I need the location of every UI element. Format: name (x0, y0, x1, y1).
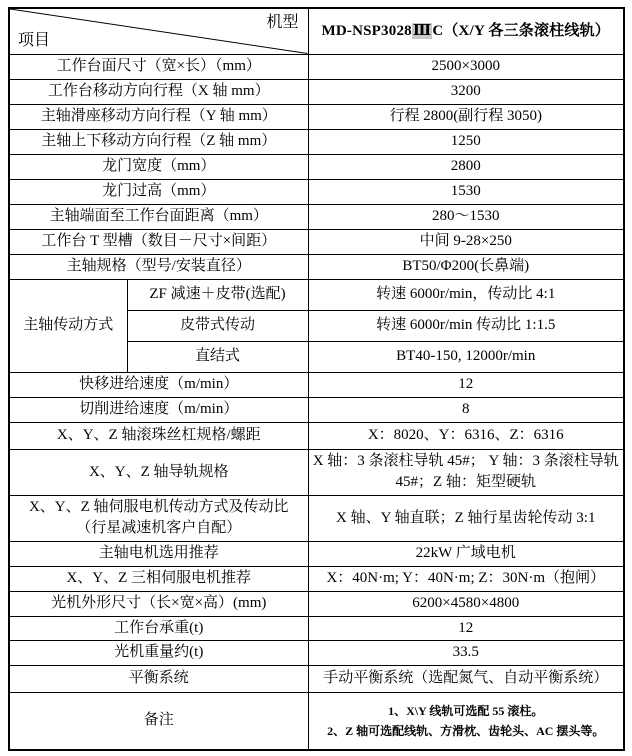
row-label-line: （行星减速机客户自配） (76, 520, 242, 536)
header-row (9, 8, 624, 54)
row-label: 工作台面尺寸（宽×长）（mm） (9, 54, 308, 79)
model-suffix: C（X/Y 各三条滚柱线轨） (432, 22, 610, 39)
remark-row (9, 692, 624, 750)
table-row (9, 566, 624, 591)
table-row (9, 665, 624, 692)
table-row (9, 229, 624, 254)
row-label: X、Y、Z 轴导轨规格 (9, 449, 308, 495)
remark-value (308, 692, 624, 750)
row-label: 平衡系统 (9, 665, 308, 692)
model-cell (308, 8, 624, 54)
row-label: 工作台移动方向行程（X 轴 mm） (9, 79, 308, 104)
table-row (9, 129, 624, 154)
table-row (9, 179, 624, 204)
diagonal-line (10, 9, 308, 54)
spec-table (8, 7, 625, 751)
table-row (9, 541, 624, 566)
row-value: 2500×3000 (308, 54, 624, 79)
remark-label: 备注 (9, 692, 308, 750)
table-row (9, 640, 624, 665)
table-row (9, 495, 624, 541)
row-sublabel: 皮带式传动 (127, 310, 308, 341)
row-value: 手动平衡系统（选配氮气、自动平衡系统） (308, 665, 624, 692)
table-row (9, 204, 624, 229)
row-value: X：40N·m; Y：40N·m; Z：30N·m（抱闸） (308, 566, 624, 591)
row-label: 光机外形尺寸（长×宽×高）(mm) (9, 591, 308, 616)
row-label: 主轴电机选用推荐 (9, 541, 308, 566)
row-label-line: X、Y、Z 轴伺服电机传动方式及传动比 (28, 499, 289, 515)
row-value: BT40-150, 12000r/min (308, 341, 624, 372)
row-label: 主轴上下移动方向行程（Z 轴 mm） (9, 129, 308, 154)
row-sublabel: 直结式 (127, 341, 308, 372)
row-value: 转速 6000r/min，传动比 4:1 (308, 279, 624, 310)
row-label: 主轴规格（型号/安装直径） (9, 254, 308, 279)
row-value: X 轴：3 条滚柱导轨 45#； Y 轴：3 条滚柱导轨 45#；Z 轴：矩型硬轨 (308, 449, 624, 495)
row-sublabel: ZF 减速＋皮带(选配) (127, 279, 308, 310)
table-row (9, 616, 624, 640)
row-value: 1250 (308, 129, 624, 154)
table-row (9, 54, 624, 79)
row-value: 8 (308, 397, 624, 422)
row-label: 快移进给速度（m/min） (9, 372, 308, 397)
row-value: X：8020、Y：6316、Z：6316 (308, 422, 624, 449)
row-label (9, 495, 308, 541)
row-label: 工作台承重(t) (9, 616, 308, 640)
row-label: X、Y、Z 三相伺服电机推荐 (9, 566, 308, 591)
row-value: 中间 9-28×250 (308, 229, 624, 254)
table-row (9, 79, 624, 104)
row-value: 2800 (308, 154, 624, 179)
row-label: 主轴滑座移动方向行程（Y 轴 mm） (9, 104, 308, 129)
row-value: 22kW 广域电机 (308, 541, 624, 566)
spindle-drive-group-label: 主轴传动方式 (9, 279, 127, 372)
row-value: BT50/Φ200(长鼻端) (308, 254, 624, 279)
row-value: 280～1530 (308, 204, 624, 229)
row-label: 龙门过高（mm） (9, 179, 308, 204)
row-label: 主轴端面至工作台面距离（mm） (9, 204, 308, 229)
table-row (9, 449, 624, 495)
table-row (9, 397, 624, 422)
table-row (9, 372, 624, 397)
row-label: X、Y、Z 轴滚珠丝杠规格/螺距 (9, 422, 308, 449)
row-value: 12 (308, 372, 624, 397)
row-value: 3200 (308, 79, 624, 104)
row-value: 33.5 (308, 640, 624, 665)
table-row (9, 591, 624, 616)
model-roman-numeral: Ⅲ (412, 22, 432, 39)
row-value: 行程 2800(副行程 3050) (308, 104, 624, 129)
row-label: 切削进给速度（m/min） (9, 397, 308, 422)
remark-line-2: 2、Z 轴可选配线轨、方滑枕、齿轮头、AC 摆头等。 (327, 723, 605, 738)
row-value: 转速 6000r/min 传动比 1:1.5 (308, 310, 624, 341)
table-row (9, 279, 624, 310)
row-label: 光机重量约(t) (9, 640, 308, 665)
table-row (9, 154, 624, 179)
table-row (9, 254, 624, 279)
row-value: 12 (308, 616, 624, 640)
machine-type-label: 机型 (266, 14, 299, 31)
row-value: 6200×4580×4800 (308, 591, 624, 616)
corner-cell (9, 8, 308, 54)
row-value: 1530 (308, 179, 624, 204)
row-value: X 轴、Y 轴直联；Z 轴行星齿轮传动 3:1 (308, 495, 624, 541)
table-row (9, 104, 624, 129)
row-label: 龙门宽度（mm） (9, 154, 308, 179)
item-label: 项目 (18, 31, 51, 49)
table-row (9, 422, 624, 449)
model-prefix: MD-NSP3028 (321, 22, 412, 39)
remark-line-1: 1、X\Y 线轨可选配 55 滚柱。 (388, 703, 544, 718)
row-label: 工作台 T 型槽（数目－尺寸×间距） (9, 229, 308, 254)
